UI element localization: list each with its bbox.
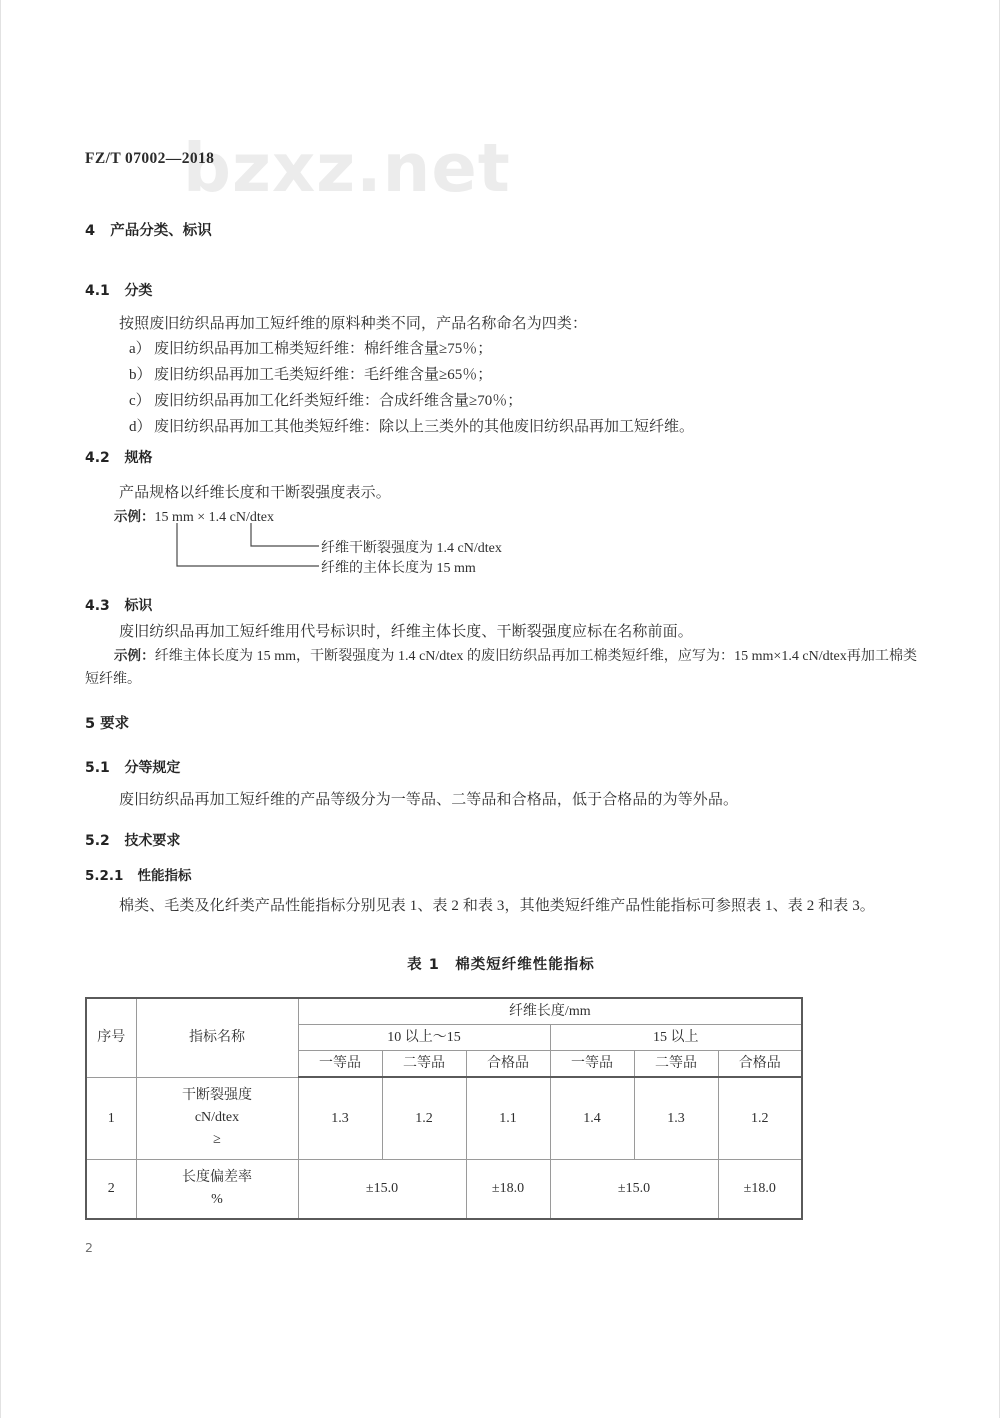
table-head-grade-1c: 合格品: [466, 1051, 550, 1078]
table-head-length-group-1: 10 以上～15: [298, 1025, 550, 1051]
heading-5-number: 5: [85, 716, 96, 732]
list-item-b: 废旧纺织品再加工毛类短纤维：毛纤维含量≥65％；: [154, 367, 493, 383]
table-1-caption: 表 1 棉类短纤维性能指标: [407, 957, 595, 973]
paragraph-5-2-1-body: 棉类、毛类及化纤类产品性能指标分别见表 1、表 2 和表 3，其他类短纤维产品性能指标可参照表 1、表 2 和表 3。: [119, 898, 875, 914]
heading-section-5: [85, 712, 129, 733]
heading-4-title: 产品分类、标识: [110, 223, 212, 239]
table-head-length-group-2: 15 以上: [550, 1025, 802, 1051]
table-cell-value: 1.2: [718, 1077, 802, 1159]
table-cell-value: 1.2: [382, 1077, 466, 1159]
paragraph-4-2-body: 产品规格以纤维长度和干断裂强度表示。: [119, 485, 391, 501]
heading-5-2-1-number: 5.2.1: [85, 868, 124, 884]
indicator-name-line-2: cN/dtex: [194, 1110, 240, 1125]
table-cell-indicator-name: [136, 1077, 298, 1159]
heading-section-4-1: [85, 280, 152, 300]
table-cell-value: 1.3: [634, 1077, 718, 1159]
paragraph-4-3-body: 废旧纺织品再加工短纤维用代号标识时，纤维主体长度、干断裂强度应标在名称前面。: [119, 624, 693, 640]
document-header-code: FZ/T 07002—2018: [85, 150, 215, 167]
indicator-name-line-1: 干断裂强度: [182, 1088, 252, 1103]
heading-5-1-number: 5.1: [85, 760, 110, 776]
table-performance-indicators: [85, 997, 803, 1220]
heading-5-2-title: 技术要求: [124, 833, 181, 849]
table-row: [86, 1159, 802, 1219]
table-cell-seq: 2: [86, 1159, 136, 1219]
list-item-c: 废旧纺织品再加工化纤类短纤维：合成纤维含量≥70％；: [154, 393, 523, 409]
callout-label-strength: 纤维干断裂强度为 1.4 cN/dtex: [321, 541, 502, 556]
heading-4-1-title: 分类: [124, 283, 153, 299]
indicator-name-line-1: 长度偏差率: [182, 1169, 252, 1185]
table-cell-seq: 1: [86, 1077, 136, 1159]
heading-4-2-title: 规格: [124, 450, 153, 466]
heading-5-2-number: 5.2: [85, 833, 110, 849]
heading-section-5-2: [85, 830, 180, 850]
example-4-3-text: 纤维主体长度为 15 mm，干断裂强度为 1.4 cN/dtex 的废旧纺织品再加工棉类短纤维，应写为：15 mm×1.4 cN/dtex再加工棉类短纤维。: [85, 649, 918, 687]
table-cell-value: ±15.0: [550, 1159, 718, 1219]
callout-label-length: 纤维的主体长度为 15 mm: [321, 561, 476, 576]
heading-4-1-number: 4.1: [85, 283, 110, 299]
table-cell-value: ±18.0: [466, 1159, 550, 1219]
list-item-d: 废旧纺织品再加工其他类短纤维：除以上三类外的其他废旧纺织品再加工短纤维。: [154, 419, 695, 435]
list-marker-c: c）: [129, 393, 151, 409]
example-4-2-value: 15 mm × 1.4 cN/dtex: [154, 510, 274, 525]
indicator-name-line-2: %: [211, 1191, 223, 1207]
heading-5-1-title: 分等规定: [124, 760, 181, 776]
table-cell-value: 1.3: [298, 1077, 382, 1159]
heading-4-3-number: 4.3: [85, 598, 110, 614]
paragraph-4-1-intro: 按照废旧纺织品再加工短纤维的原料种类不同，产品名称命名为四类：: [119, 316, 588, 332]
table-row: [86, 1077, 802, 1159]
heading-5-2-1-title: 性能指标: [137, 868, 192, 884]
example-4-3-label: 示例：: [114, 648, 155, 664]
list-marker-b: b）: [129, 367, 152, 383]
example-4-3: [85, 645, 917, 691]
heading-section-4-2: [85, 447, 152, 467]
list-item-a: 废旧纺织品再加工棉类短纤维：棉纤维含量≥75％；: [154, 341, 493, 357]
table-head-seq: 序号: [86, 998, 136, 1077]
paragraph-5-1-body: 废旧纺织品再加工短纤维的产品等级分为一等品、二等品和合格品，低于合格品的为等外品。: [119, 792, 739, 808]
heading-section-5-2-1: [85, 864, 192, 884]
example-4-2: [114, 506, 274, 529]
list-marker-d: d）: [129, 419, 152, 435]
table-head-grade-1a: 一等品: [298, 1051, 382, 1078]
watermark-text: bzxz.net: [183, 129, 511, 207]
heading-4-number: 4: [85, 223, 96, 239]
table-head-grade-2b: 二等品: [634, 1051, 718, 1078]
heading-section-4-3: [85, 595, 152, 615]
table-head-grade-2c: 合格品: [718, 1051, 802, 1078]
table-head-group: 纤维长度/mm: [298, 998, 802, 1025]
heading-section-5-1: [85, 757, 180, 777]
table-cell-value: 1.1: [466, 1077, 550, 1159]
heading-4-3-title: 标识: [124, 598, 153, 614]
table-head-grade-1b: 二等品: [382, 1051, 466, 1078]
list-marker-a: a）: [129, 341, 151, 357]
heading-5-title: 要求: [100, 716, 130, 732]
table-head-indicator: 指标名称: [136, 998, 298, 1077]
indicator-name-line-3: ≥: [213, 1132, 221, 1147]
example-4-2-label: 示例：: [114, 509, 155, 525]
heading-4-2-number: 4.2: [85, 450, 110, 466]
table-cell-value: ±15.0: [298, 1159, 466, 1219]
table-head-grade-2a: 一等品: [550, 1051, 634, 1078]
table-cell-value: 1.4: [550, 1077, 634, 1159]
heading-section-4: [85, 219, 212, 240]
table-cell-value: ±18.0: [718, 1159, 802, 1219]
table-cell-indicator-name: [136, 1159, 298, 1219]
page-number: 2: [85, 1240, 93, 1255]
table-header-row-1: [86, 998, 802, 1025]
